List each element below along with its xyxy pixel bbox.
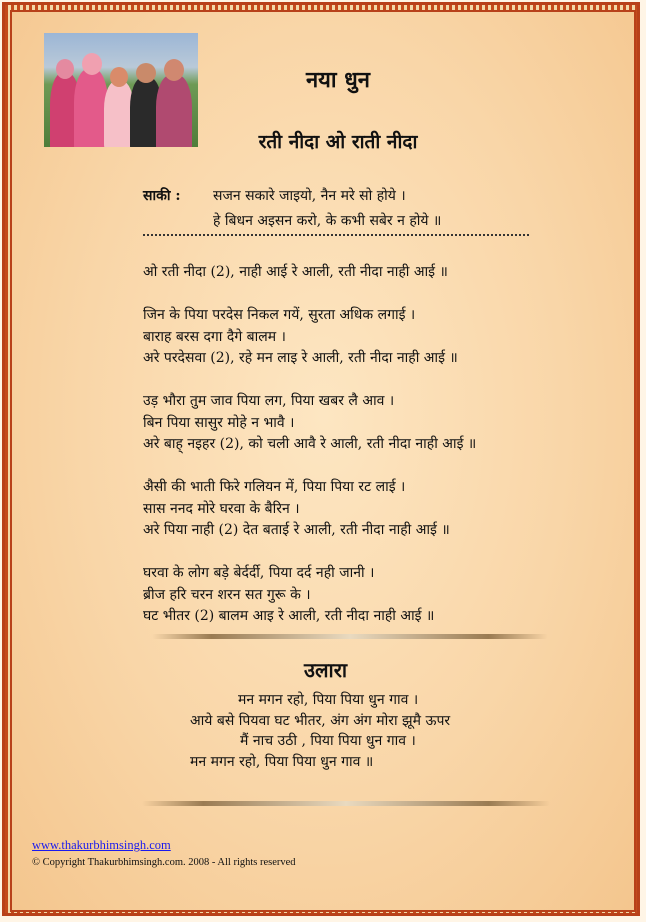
- ulara-line: मन मगन रहो, पिया पिया धुन गाव ॥: [190, 753, 374, 770]
- verse-line: घरवा के लोग बड़े बेर्दर्दी, पिया दर्द नही जानी ।: [143, 565, 375, 581]
- stanza: [143, 563, 476, 628]
- saaki-section: [143, 186, 441, 230]
- saaki-line: हे बिधन अइसन करो, के कभी सबेर न होये ॥: [213, 213, 442, 229]
- verses: [143, 262, 476, 649]
- saaki-line: सजन सकारे जाइयो, नैन मरे सो होये ।: [213, 188, 406, 204]
- stanza: [143, 391, 476, 456]
- verse-line: बिन पिया सासुर मोहे न भावै ।: [143, 414, 295, 431]
- ornamental-divider: [152, 634, 548, 639]
- saaki-label: साकी :: [143, 188, 181, 204]
- verse-line: बाराह बरस दगा दैगे बालम ।: [143, 328, 286, 345]
- ulara-heading: उलारा: [304, 658, 348, 682]
- stanza: [143, 477, 476, 542]
- ulara-line: आये बसे पियवा घट भीतर, अंग अंग मोरा झूमै ऊपर: [190, 712, 451, 729]
- ulara-lines: [0, 690, 646, 772]
- website-link[interactable]: www.thakurbhimsingh.com: [32, 838, 171, 852]
- verse-line: अरे पिया नाही (2) देत बताई रे आली, रती नीदा नाही आई ॥: [143, 522, 450, 538]
- stanza: [143, 305, 476, 370]
- verse-line: घट भीतर (2) बालम आइ रे आली, रती नीदा नाही आई ॥: [143, 608, 435, 624]
- verse-line: जिन के पिया परदेस निकल गयें, सुरता अधिक लगाई ।: [143, 307, 416, 323]
- verse-line: ओ रती नीदा (2), नाही आई रे आली, रती नीदा नाही आई ॥: [143, 264, 448, 280]
- dotted-separator: [143, 234, 529, 236]
- ulara-line: मैं नाच उठी , पिया पिया धुन गाव ।: [240, 733, 416, 749]
- verse-line: अैसी की भाती फिरे गलियन में, पिया पिया रट लाई ।: [143, 479, 406, 495]
- verse-line: उड़ भौरा तुम जाव पिया लग, पिया खबर लै आव ।: [143, 393, 395, 409]
- ornamental-divider: [142, 801, 550, 806]
- song-title: रती नीदा ओ राती नीदा: [258, 131, 418, 153]
- verse-line: अरे परदेसवा (2), रहे मन लाइ रे आली, रती नीदा नाही आई ॥: [143, 350, 458, 366]
- verse-line: ब्रीज हरि चरन शरन सत गुरू के ।: [143, 586, 311, 603]
- stanza: [143, 262, 476, 284]
- ulara-line: मन मगन रहो, पिया पिया धुन गाव ।: [238, 692, 419, 708]
- verse-line: अरे बाह् नइहर (2), को चली आवै रे आली, रती नीदा नाही आई ॥: [143, 436, 477, 452]
- copyright-text: © Copyright Thakurbhimsingh.com. 2008 - All rights reserved: [32, 857, 296, 868]
- verse-line: सास ननद मोरे घरवा के बैरिन ।: [143, 500, 300, 517]
- page-title: नया धुन: [305, 67, 371, 93]
